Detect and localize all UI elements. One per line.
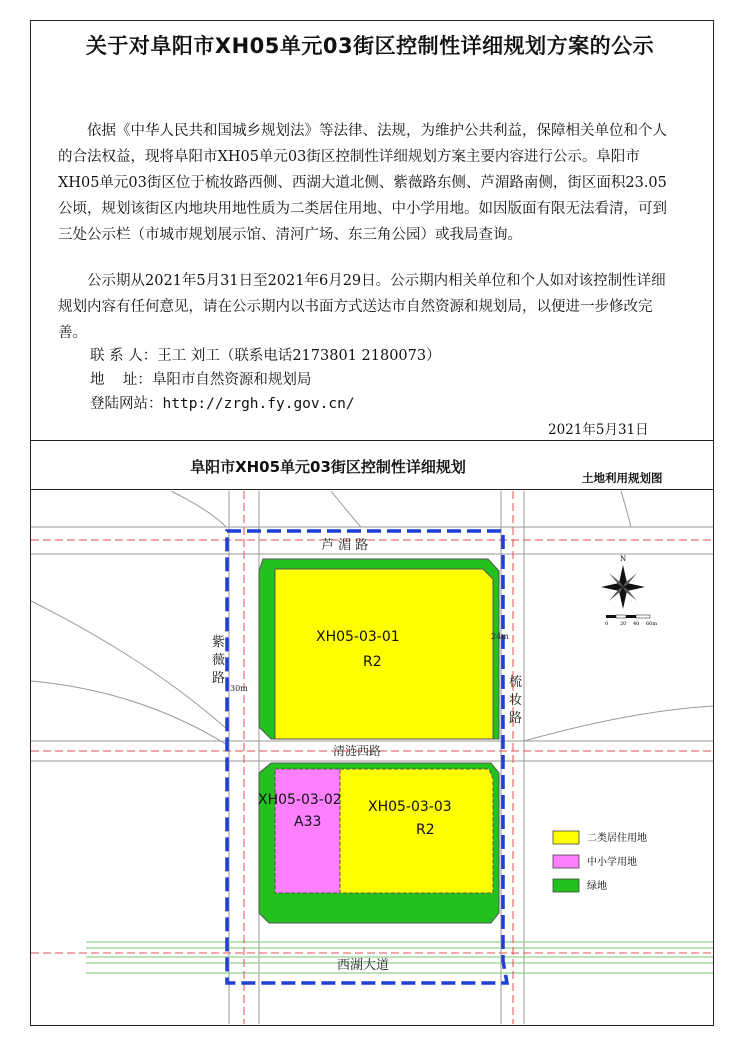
divider-map (30, 489, 714, 490)
map-title: 阜阳市XH05单元03街区控制性详细规划 (190, 458, 466, 476)
road-width-west: 30m (230, 684, 248, 693)
website-line (90, 394, 355, 414)
land-use-map (31, 491, 713, 1024)
legend-swatch-school (553, 855, 579, 868)
legend-label-school: 中小学用地 (587, 857, 637, 868)
scale-label-20: 20 (620, 621, 627, 627)
legend-swatch-green (553, 879, 579, 892)
parcel-02-use: A33 (294, 814, 322, 830)
parcel-01-residential[interactable] (275, 569, 493, 739)
legend-swatch-residential (553, 831, 579, 844)
parcel-01-code: XH05-03-01 (316, 629, 400, 645)
parcel-02-code: XH05-03-02 (258, 792, 342, 808)
road-label-middle: 清涟西路 (333, 744, 382, 758)
parcel-01-use: R2 (363, 654, 382, 670)
divider-top (30, 440, 714, 441)
parcel-03-code: XH05-03-03 (368, 799, 452, 815)
compass-icon (601, 555, 645, 609)
map-subtitle: 土地利用规划图 (582, 471, 663, 485)
notice-paragraph-period: 公示期从2021年5月31日至2021年6月29日。公示期内相关单位和个人如对该控制性详细规划内容有任何意见，请在公示期内以书面方式送达市自然资源和规划局，以便进一步修改完善。 (58, 273, 666, 341)
compass-north: N (620, 555, 627, 563)
contact-label: 联 系 人： (90, 348, 158, 364)
road-label-south: 西湖大道 (337, 958, 390, 973)
road-label-east (509, 674, 522, 726)
road-width-east: 24m (491, 632, 509, 641)
map-legend (553, 831, 647, 892)
road-label-west (212, 634, 225, 686)
website-link[interactable]: http://zrgh.fy.gov.cn/ (162, 396, 355, 412)
parcel-02-school[interactable] (275, 769, 340, 893)
legend-label-residential: 二类居住用地 (587, 833, 647, 844)
notice-title: 关于对阜阳市XH05单元03街区控制性详细规划方案的公示 (85, 34, 655, 58)
road-label-north: 芦 湄 路 (321, 538, 369, 553)
svg-text:梳妆路: 梳妆路 (509, 675, 523, 726)
address-value: 阜阳市自然资源和规划局 (151, 372, 312, 388)
notice-date: 2021年5月31日 (548, 422, 649, 438)
legend-label-green: 绿地 (587, 881, 607, 892)
address-label: 地 址： (90, 372, 152, 388)
parcel-03-use: R2 (416, 822, 435, 838)
south-boulevard (86, 942, 713, 973)
scale-bar (605, 615, 657, 627)
scale-label-60: 60m (646, 621, 658, 627)
notice-paragraph-basis: 依据《中华人民共和国城乡规划法》等法律、法规，为维护公共利益，保障相关单位和个人的合法权益，现将阜阳市XH05单元03街区控制性详细规划方案主要内容进行公示。阜阳市XH05单元03街区位于梳妆路西侧、西湖大道北侧、紫薇路东侧、芦湄路南侧，街区面积23.05公顷，规划该街区内地块用地性质为二类居住用地、中小学用地。如因版面有限无法看清，可到三处公示栏（市城市规划展示馆、清河广场、东三角公园）或我局查询。 (58, 123, 667, 243)
svg-text:紫薇路: 紫薇路 (212, 635, 226, 686)
scale-label-0: 0 (605, 621, 609, 627)
website-label: 登陆网站： (90, 396, 163, 412)
address-line (90, 370, 311, 390)
contact-value: 王工 刘工（联系电话2173801 2180073） (157, 348, 441, 364)
scale-label-40: 40 (633, 621, 640, 627)
contact-line (90, 346, 441, 366)
